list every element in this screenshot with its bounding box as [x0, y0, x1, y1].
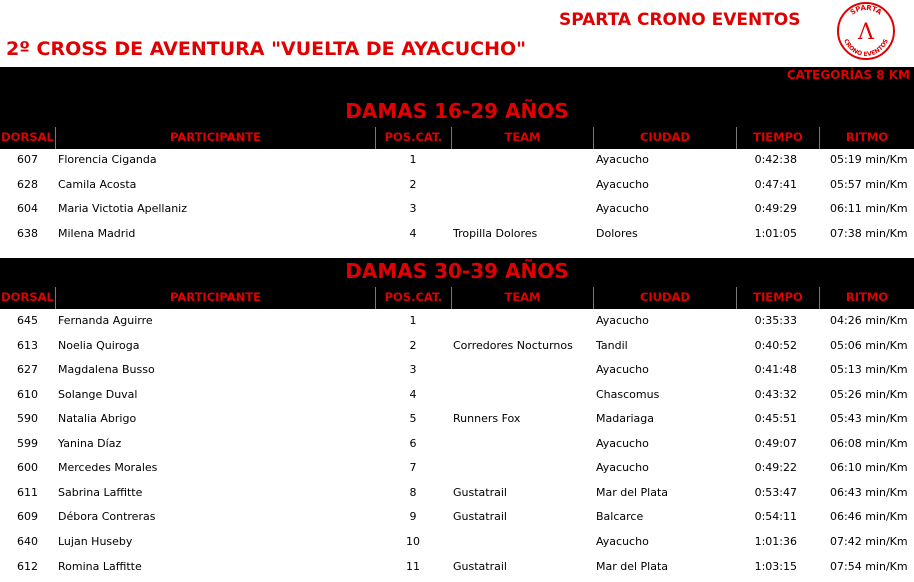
dorsal-cell: 590: [17, 412, 38, 425]
position-cell: 3: [409, 363, 417, 376]
dorsal-cell: 645: [17, 314, 38, 327]
column-header-team: TEAM: [451, 287, 593, 309]
table-row: [0, 530, 914, 555]
logo-text-top: SPARTA: [848, 3, 884, 17]
column-header-ciudad: CIUDAD: [593, 127, 736, 149]
participant-cell: Camila Acosta: [58, 178, 137, 191]
position-cell: 6: [409, 437, 417, 450]
participant-cell: Sabrina Laffitte: [58, 486, 143, 499]
participant-cell: Yanina Díaz: [58, 437, 122, 450]
table-row: [0, 173, 914, 198]
section-title: DAMAS 16-29 AÑOS: [345, 99, 569, 123]
participant-cell: Noelia Quiroga: [58, 339, 140, 352]
team-cell: Gustatrail: [453, 510, 507, 523]
time-cell: 0:53:47: [754, 486, 797, 499]
column-header-participante: PARTICIPANTE: [55, 127, 375, 149]
table-row: [0, 334, 914, 359]
dorsal-cell: 640: [17, 535, 38, 548]
column-header-ritmo: RITMO: [819, 127, 914, 149]
rhythm-cell: 05:19 min/Km: [830, 153, 908, 166]
dorsal-cell: 600: [17, 461, 38, 474]
dorsal-cell: 638: [17, 227, 38, 240]
time-cell: 0:43:32: [754, 388, 797, 401]
time-cell: 0:49:22: [754, 461, 797, 474]
city-cell: Ayacucho: [596, 314, 649, 327]
city-cell: Mar del Plata: [596, 560, 669, 573]
city-cell: Ayacucho: [596, 202, 649, 215]
team-cell: Runners Fox: [453, 412, 521, 425]
participant-cell: Milena Madrid: [58, 227, 136, 240]
rhythm-cell: 06:43 min/Km: [830, 486, 908, 499]
table-header: [0, 125, 914, 149]
participant-cell: Maria Victotia Apellaniz: [58, 202, 188, 215]
team-cell: Gustatrail: [453, 560, 507, 573]
time-cell: 0:47:41: [754, 178, 797, 191]
position-cell: 2: [409, 178, 417, 191]
table-row: [0, 197, 914, 222]
column-header-tiempo: TIEMPO: [736, 127, 819, 149]
team-cell: Tropilla Dolores: [453, 227, 538, 240]
participant-cell: Magdalena Busso: [58, 363, 155, 376]
participant-cell: Florencia Ciganda: [58, 153, 157, 166]
position-cell: 8: [409, 486, 417, 499]
participant-cell: Fernanda Aguirre: [58, 314, 153, 327]
dorsal-cell: 627: [17, 363, 38, 376]
table-row: [0, 148, 914, 173]
rhythm-cell: 07:42 min/Km: [830, 535, 908, 548]
rhythm-cell: 06:11 min/Km: [830, 202, 908, 215]
time-cell: 0:41:48: [754, 363, 797, 376]
participant-cell: Solange Duval: [58, 388, 138, 401]
city-cell: Ayacucho: [596, 437, 649, 450]
city-cell: Madariaga: [596, 412, 654, 425]
column-header-pos-cat: POS.CAT.: [375, 127, 451, 149]
rhythm-cell: 05:26 min/Km: [830, 388, 908, 401]
column-header-participante: PARTICIPANTE: [55, 287, 375, 309]
column-header-ciudad: CIUDAD: [593, 287, 736, 309]
city-cell: Ayacucho: [596, 153, 649, 166]
table-header: [0, 285, 914, 309]
table-row: [0, 222, 914, 247]
team-cell: Corredores Nocturnos: [453, 339, 573, 352]
position-cell: 7: [409, 461, 417, 474]
participant-cell: Natalia Abrigo: [58, 412, 137, 425]
position-cell: 4: [409, 227, 417, 240]
team-cell: Gustatrail: [453, 486, 507, 499]
time-cell: 0:40:52: [754, 339, 797, 352]
column-header-tiempo: TIEMPO: [736, 287, 819, 309]
table-row: [0, 505, 914, 530]
city-cell: Ayacucho: [596, 461, 649, 474]
column-header-team: TEAM: [451, 127, 593, 149]
position-cell: 2: [409, 339, 417, 352]
time-cell: 0:45:51: [754, 412, 797, 425]
rhythm-cell: 05:06 min/Km: [830, 339, 908, 352]
city-cell: Mar del Plata: [596, 486, 669, 499]
logo-text-bottom: CRONO EVENTOS: [842, 37, 890, 59]
rhythm-cell: 07:38 min/Km: [830, 227, 908, 240]
participant-cell: Romina Laffitte: [58, 560, 142, 573]
column-header-pos-cat: POS.CAT.: [375, 287, 451, 309]
rhythm-cell: 05:43 min/Km: [830, 412, 908, 425]
rhythm-cell: 05:57 min/Km: [830, 178, 908, 191]
sparta-logo: [836, 1, 896, 61]
table-row: [0, 407, 914, 432]
category-label: CATEGORÍAS 8 KM: [786, 68, 910, 82]
column-header-dorsal: DORSAL: [1, 290, 54, 304]
page-header: [0, 0, 914, 67]
table-row: [0, 481, 914, 506]
dorsal-cell: 610: [17, 388, 38, 401]
position-cell: 11: [406, 560, 420, 573]
dorsal-cell: 613: [17, 339, 38, 352]
brand-name: SPARTA CRONO EVENTOS: [559, 10, 801, 30]
table-row: [0, 456, 914, 481]
city-cell: Ayacucho: [596, 178, 649, 191]
table-row: [0, 555, 914, 580]
dorsal-cell: 609: [17, 510, 38, 523]
time-cell: 0:42:38: [754, 153, 797, 166]
table-row: [0, 383, 914, 408]
table-row: [0, 309, 914, 334]
dorsal-cell: 611: [17, 486, 38, 499]
column-header-ritmo: RITMO: [819, 287, 914, 309]
time-cell: 0:49:07: [754, 437, 797, 450]
rhythm-cell: 05:13 min/Km: [830, 363, 908, 376]
position-cell: 9: [409, 510, 417, 523]
city-cell: Ayacucho: [596, 363, 649, 376]
city-cell: Tandil: [596, 339, 628, 352]
position-cell: 5: [409, 412, 417, 425]
position-cell: 1: [409, 314, 417, 327]
rhythm-cell: 06:10 min/Km: [830, 461, 908, 474]
dorsal-cell: 612: [17, 560, 38, 573]
time-cell: 0:54:11: [754, 510, 797, 523]
section-title: DAMAS 30-39 AÑOS: [345, 259, 569, 283]
dorsal-cell: 607: [17, 153, 38, 166]
position-cell: 1: [409, 153, 417, 166]
participant-cell: Lujan Huseby: [58, 535, 133, 548]
city-cell: Balcarce: [596, 510, 644, 523]
city-cell: Dolores: [596, 227, 638, 240]
logo-mark: Λ: [858, 20, 874, 45]
time-cell: 1:03:15: [754, 560, 797, 573]
dorsal-cell: 604: [17, 202, 38, 215]
time-cell: 1:01:36: [754, 535, 797, 548]
rhythm-cell: 07:54 min/Km: [830, 560, 908, 573]
dorsal-cell: 599: [17, 437, 38, 450]
time-cell: 0:35:33: [754, 314, 797, 327]
table-row: [0, 358, 914, 383]
dorsal-cell: 628: [17, 178, 38, 191]
city-cell: Ayacucho: [596, 535, 649, 548]
rhythm-cell: 06:08 min/Km: [830, 437, 908, 450]
table-row: [0, 432, 914, 457]
time-cell: 1:01:05: [754, 227, 797, 240]
participant-cell: Mercedes Morales: [58, 461, 158, 474]
event-title: 2º CROSS DE AVENTURA "VUELTA DE AYACUCHO": [6, 38, 527, 60]
position-cell: 3: [409, 202, 417, 215]
time-cell: 0:49:29: [754, 202, 797, 215]
position-cell: 4: [409, 388, 417, 401]
position-cell: 10: [406, 535, 420, 548]
rhythm-cell: 04:26 min/Km: [830, 314, 908, 327]
participant-cell: Débora Contreras: [58, 510, 156, 523]
city-cell: Chascomus: [596, 388, 660, 401]
column-header-dorsal: DORSAL: [1, 130, 54, 144]
rhythm-cell: 06:46 min/Km: [830, 510, 908, 523]
